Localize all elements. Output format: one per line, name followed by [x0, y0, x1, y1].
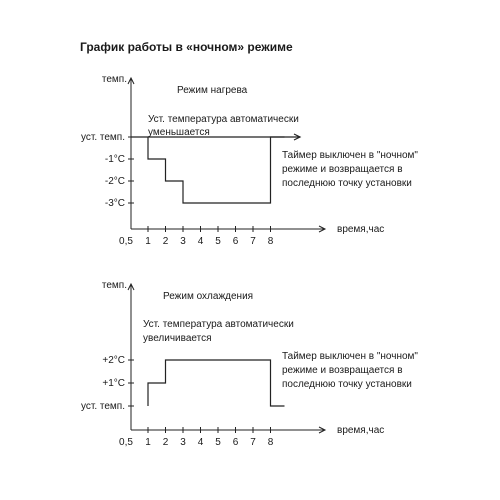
x-tick-label: 0,5	[119, 437, 133, 448]
x-tick-label: 6	[232, 437, 239, 448]
chart-title: Режим охлаждения	[163, 291, 254, 302]
x-tick-label: 4	[197, 437, 204, 448]
x-tick-label: 1	[145, 437, 151, 448]
x-tick-label: 8	[267, 236, 274, 247]
x-tick-label: 2	[162, 437, 169, 448]
y-tick-label: -1°C	[104, 154, 125, 165]
x-tick-label: 2	[162, 236, 169, 247]
x-axis-label: время,час	[337, 425, 385, 436]
annotation-text: Уст. температура автоматически	[143, 319, 294, 330]
annotation-text: режиме и возвращается в	[282, 164, 403, 175]
annotation-text: Уст. температура автоматически	[148, 114, 299, 125]
annotation-text: уменьшается	[148, 127, 210, 138]
x-tick-label: 5	[215, 437, 221, 448]
x-tick-label: 3	[180, 236, 186, 247]
x-tick-label: 7	[250, 236, 256, 247]
y-tick-label: уст. темп.	[80, 132, 125, 143]
page-title: График работы в «ночном» режиме	[80, 40, 293, 54]
annotation-text: увеличивается	[143, 333, 212, 344]
chart-panel-2	[81, 280, 418, 448]
x-tick-label: 7	[250, 437, 256, 448]
x-tick-label: 4	[197, 236, 204, 247]
series-line	[148, 360, 285, 406]
annotation-text: Таймер выключен в "ночном"	[282, 351, 418, 362]
x-tick-label: 5	[215, 236, 221, 247]
annotation-text: последнюю точку установки	[282, 178, 412, 189]
y-axis-label: темп.	[101, 74, 127, 85]
series-line	[131, 137, 285, 203]
x-tick-label: 8	[267, 437, 274, 448]
x-tick-label: 0,5	[119, 236, 133, 247]
chart-panel-1	[81, 74, 418, 247]
y-tick-label: +2°C	[102, 355, 125, 366]
y-tick-label: уст. темп.	[80, 401, 125, 412]
y-tick-label: -2°C	[104, 176, 125, 187]
annotation-text: режиме и возвращается в	[282, 365, 403, 376]
annotation-text: последнюю точку установки	[282, 379, 412, 390]
chart-title: Режим нагрева	[177, 85, 248, 96]
annotation-text: Таймер выключен в "ночном"	[282, 150, 418, 161]
x-tick-label: 3	[180, 437, 186, 448]
x-tick-label: 1	[145, 236, 151, 247]
y-tick-label: +1°C	[102, 378, 125, 389]
x-axis-label: время,час	[337, 224, 385, 235]
x-tick-label: 6	[232, 236, 239, 247]
y-tick-label: -3°C	[104, 198, 125, 209]
y-axis-label: темп.	[101, 280, 127, 291]
